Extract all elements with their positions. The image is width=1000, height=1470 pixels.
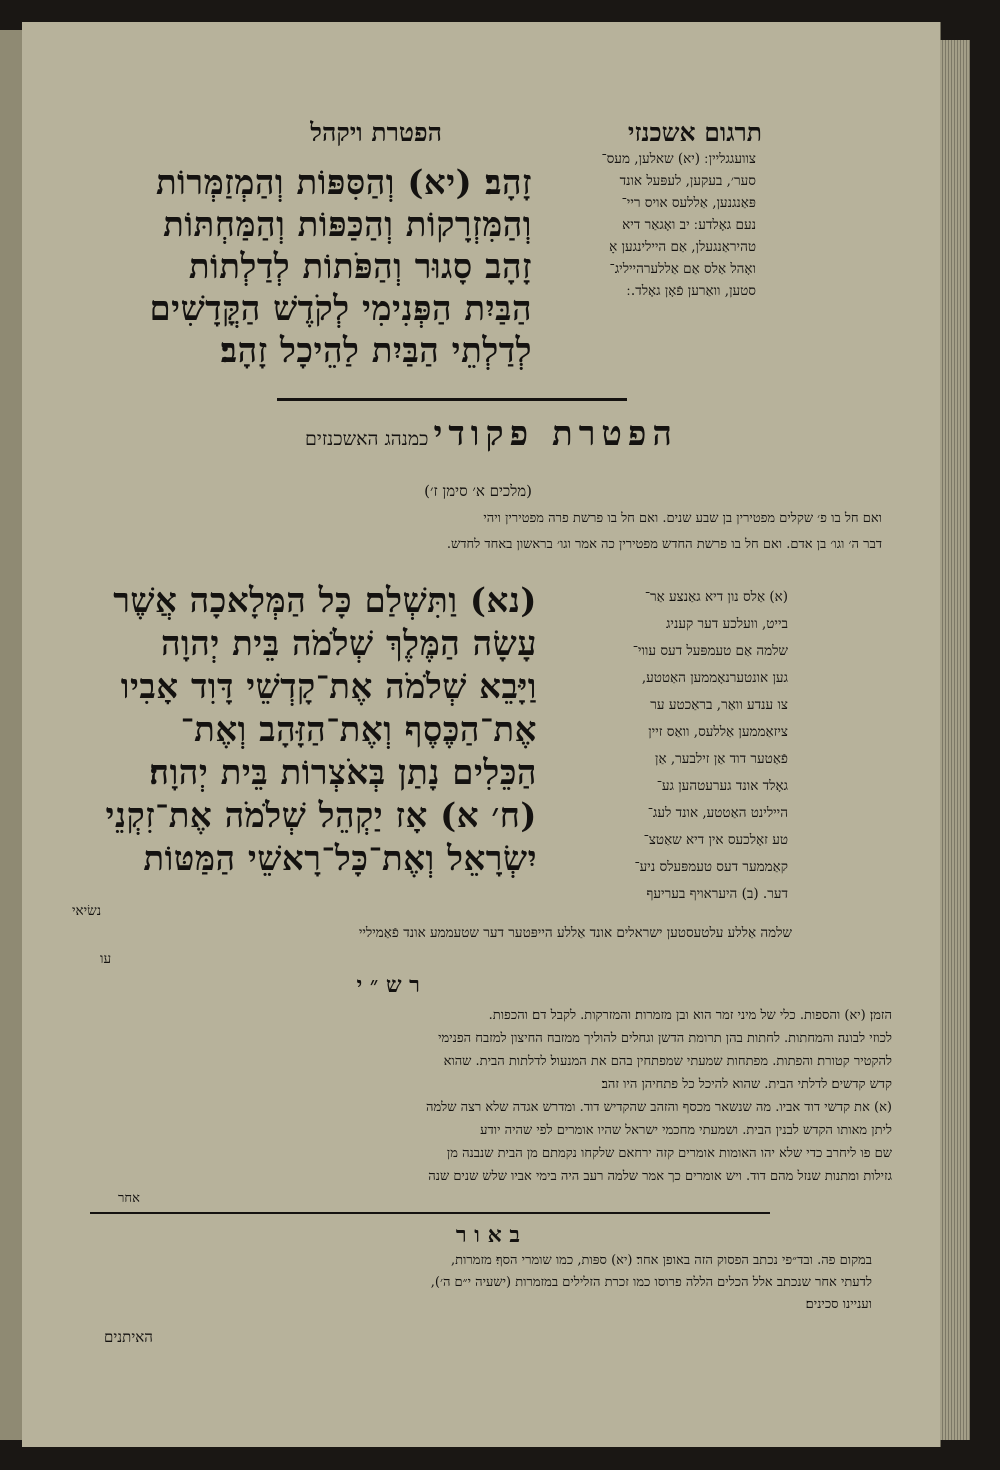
translation-line: נעם גאָלדע ׃ יב ואָגאַר דיא — [622, 217, 756, 233]
translation-line: צו ענדע וואַר, בראַכטע ער — [650, 697, 788, 713]
biur-line: במקום פה. ובד״פי נכתב הפסוק הזה באופן אחר׃ (יא) ספּות, כמו שומרי הסף׃ מזמרות, — [450, 1253, 872, 1268]
translation-line: טע זאָלכעס אין דיא שאַטצ־ — [643, 832, 788, 848]
hebrew-verse-line: זָהָב׃ (יא) וְהַסִּפּוֹת וְהַמְזַמְּרוֹת — [155, 163, 532, 203]
note-line: ואם חל בו פ׳ שקלים מפטירין בן שבע שנים. ואם חל בו פרשת פרה מפטירין ויהי — [483, 511, 882, 526]
rashi-line: ליתן מאותו הקדש לבנין הבית. ושמעתי מחכמי ישראל שהיו אומרים לפי שהיה יודע — [480, 1123, 892, 1138]
hebrew-verse-line: וְהַמִּזְרָקוֹת וְהַכַּפּוֹת וְהַמַּחְתּוֹת — [163, 205, 532, 245]
haftarah-note — [92, 506, 882, 558]
hebrew-verse-line: הַבַּיִת הַפְּנִימִי לְקֹדֶשׁ הַקֳּדָשִׁים — [149, 289, 532, 329]
rashi-line: שם פו ליחרב כדי שלא יהו האומות אומרים קזה ירחאם שלקחו נקמתם מן הבית שנבנה מן — [446, 1146, 892, 1161]
note-line: דבר ה׳ וגו׳ בן אדם. ואם חל בו פרשת החדש מפטירין כה אמר וגו׳ בראשון באחד לחדש. — [446, 537, 882, 552]
translation-line: היילינט האַטטע, אונד לעג־ — [647, 805, 788, 821]
catchword-u: עו — [100, 951, 112, 967]
book-page — [22, 22, 941, 1447]
page-content — [22, 22, 940, 1447]
hebrew-verse-line: (נא) וַתִּשְׁלַם כָּל הַמְּלָאכָה אֲשֶׁר — [113, 581, 537, 621]
top-hebrew-column — [42, 162, 532, 372]
rashi-line: לכוזי לבונה׃ והמחתות. לחתות בהן תרומת הדשן וגחלים להוליך ממזבח החיצון למזבח הפנימי — [438, 1031, 892, 1046]
translation-line: צוועגגליין ׃ (יא) שאלען, מעס־ — [601, 151, 756, 167]
haftarah-title: הפטרת פקודי — [433, 414, 678, 454]
rashi-line: גזילות ומתנות שנזל מהם דוד. ויש אומרים כך אמר שלמה רעב היה בימי אביו שלש שנים שנה — [428, 1169, 892, 1184]
hebrew-verse-line: עָשָׂה הַמֶּלֶךְ שְׁלֹמֹה בֵּית יְהוָה — [161, 624, 537, 664]
haftarah-source: (מלכים א׳ סימן ז׳) — [424, 482, 532, 500]
top-translation-column — [536, 148, 756, 302]
rashi-line: הזמן׃ (יא) והספות. כלי של מיני זמר הוא ובן מזמרות׃ והמזרקות. לקבל דם׃ והכפות. — [488, 1008, 892, 1023]
translation-line: טהיראַנגעלן, אַם היילינגען אָ — [609, 239, 756, 255]
biur-line: ועניינו סכינים׃ — [805, 1297, 872, 1312]
rashi-line: קדש קדשים׃ לדלתי הבית. שהוא להיכל כל פתחיהן היו זהב׃ — [601, 1077, 892, 1092]
hebrew-verse-line: יִשְׂרָאֵל וְאֶת־כָּל־רָאשֵׁי הַמַּטּוֹת — [143, 839, 537, 879]
translation-line: גאָלד אונד גערעטהען גע־ — [656, 778, 788, 794]
right-column-title: הפטרת ויקהל — [310, 118, 442, 147]
hebrew-verse-line: (ח׳ א) אָז יַקְהֵל שְׁלֹמֹה אֶת־זִקְנֵי — [105, 796, 537, 836]
biur-divider — [90, 1212, 770, 1214]
translation-full-line: שלמה אַללע עלטעסטען ישראלים אונד אַללע הייפּטער דער שטעממע אונד פֿאַמיליי — [358, 925, 792, 941]
hebrew-verse-line: זָהָב סָגוּר וְהַפֹּתוֹת לְדַלְתוֹת — [188, 247, 532, 287]
translation-line: (א) אַלס נון דיא גאַנצע אַר־ — [644, 589, 788, 605]
book-spine — [0, 30, 22, 1440]
translation-line: פֿאַטער דוד אַן זילבער, אַן — [655, 751, 788, 767]
section-divider — [277, 398, 627, 401]
biur-line: לדעתי אחר שנכתב אלל הכלים הללה פרוסו כמו זכרת הזלילים במזמרות (ישעיה י״ם ה׳), — [430, 1275, 872, 1290]
haftarah-title-suffix: כמנהג האשכנזים — [305, 428, 429, 450]
translation-line: דער. (ב) היעראויף בעריעף — [646, 886, 788, 902]
biur-title: ב א ו ר — [455, 1222, 520, 1248]
page-catchword: האיתנים — [104, 1328, 153, 1346]
rashi-title: ר ש ״ י — [356, 972, 420, 998]
rashi-line: להקטיר קטורת׃ והפתות. מפתחות שמעתי שמפתחין בהם את המנעול׃ לדלתות הבית. שהוא — [443, 1054, 892, 1069]
main-translation-column — [542, 584, 788, 908]
rashi-commentary — [92, 1004, 892, 1188]
translation-line: ציזאַממען אַללעס, וואַס זיין — [648, 724, 788, 740]
translation-line: סער׳, בעקען, לעפּעל אונד — [619, 173, 756, 189]
rashi-catchword: אחר — [118, 1191, 140, 1206]
hebrew-verse-line: הַכֵּלִים נָתַן בְּאֹצְרוֹת בֵּית יְהוָה׃ — [149, 753, 537, 793]
translation-line: שלמה אַם טעמפּעל דעס עווי־ — [632, 643, 788, 659]
main-hebrew-column — [62, 580, 537, 881]
hebrew-verse-line: לְדַלְתֵי הַבַּיִת לַהֵיכָל זָהָב׃ — [220, 331, 532, 371]
translation-line: סטען, וואַרען פֿאָן גאָלד. ׃ — [626, 283, 756, 299]
hebrew-verse-line: וַיָּבֵא שְׁלֹמֹה אֶת־קָדְשֵׁי דָּוִד אָבִיו — [120, 667, 537, 707]
biur-commentary — [92, 1250, 872, 1316]
left-column-title: תרגום אשכנזי — [627, 118, 762, 147]
translation-line: גען אונטערנאָממען האַטטע, — [641, 670, 788, 686]
translation-line: ואָהל אַלס אַם אַללערהייליג־ — [609, 261, 756, 277]
translation-line: פּאַנגנען, אַללעס אויס ריי־ — [621, 195, 756, 211]
page-edges — [940, 40, 970, 1440]
translation-line: קאַממער דעס טעמפּעלס ניע־ — [634, 859, 788, 875]
catchword-nesiei: נשׂיאי — [72, 903, 102, 919]
haftarah-heading — [305, 414, 678, 454]
hebrew-verse-line: אֶת־הַכֶּסֶף וְאֶת־הַזָּהָב וְאֶת־ — [180, 710, 537, 750]
translation-line: בייט, וועלכע דער קעניג — [665, 616, 788, 632]
rashi-line: (א) את קדשי דוד אביו. מה שנשאר מכסף והזהב שהקדיש דוד. ומדרש אגדה שלא רצה שלמה — [425, 1100, 892, 1115]
